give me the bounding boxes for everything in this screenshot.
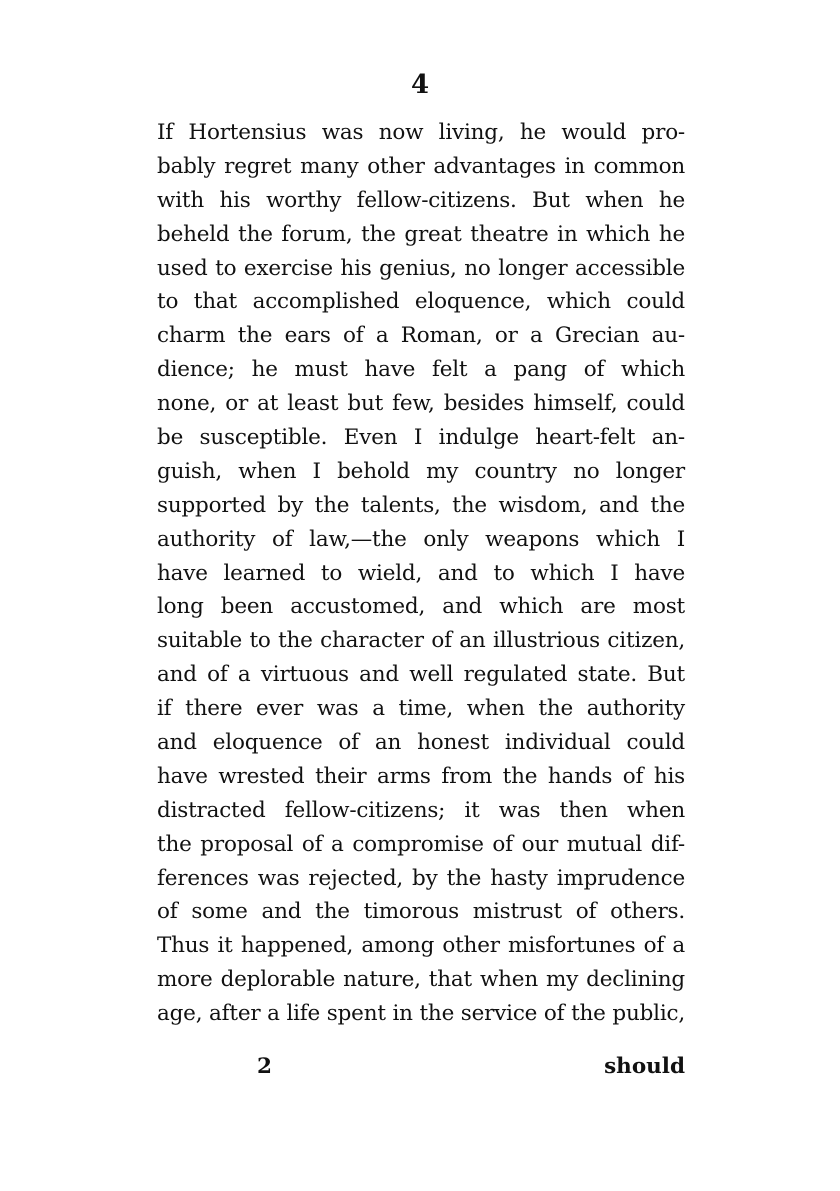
text-line: with his worthy fellow-citizens. But when he: [157, 187, 685, 213]
text-line: none, or at least but few, besides himself, could: [157, 391, 685, 417]
text-line: and eloquence of an honest individual could: [157, 730, 685, 756]
text-line: dience; he must have felt a pang of which: [157, 357, 685, 383]
page-footer: [157, 1050, 685, 1084]
text-line: used to exercise his genius, no longer accessible: [157, 255, 685, 281]
text-line: supported by the talents, the wisdom, and the: [157, 492, 685, 518]
text-line: guish, when I behold my country no longer: [157, 458, 685, 484]
text-line: long been accustomed, and which are most: [157, 594, 685, 620]
text-line: more deplorable nature, that when my declining: [157, 967, 685, 993]
text-line: authority of law,—the only weapons which I: [157, 526, 685, 552]
text-line: of some and the timorous mistrust of others.: [157, 899, 685, 925]
catchword: should: [604, 1054, 685, 1079]
text-line: to that accomplished eloquence, which could: [157, 289, 685, 315]
text-line: if there ever was a time, when the authority: [157, 696, 685, 722]
text-line: If Hortensius was now living, he would pro-: [157, 120, 685, 145]
text-line: age, after a life spent in the service of the public,: [157, 1001, 685, 1027]
page-number: 4: [410, 70, 430, 100]
text-line: Thus it happened, among other misfortunes of a: [157, 933, 685, 959]
text-line: have wrested their arms from the hands of his: [157, 763, 685, 789]
text-line: beheld the forum, the great theatre in which he: [157, 221, 685, 247]
text-line: have learned to wield, and to which I have: [157, 560, 685, 586]
text-line: charm the ears of a Roman, or a Grecian au-: [157, 323, 685, 349]
text-line: ferences was rejected, by the hasty imprudence: [157, 865, 685, 891]
text-line: bably regret many other advantages in common: [157, 153, 685, 179]
text-line: distracted fellow-citizens; it was then when: [157, 797, 685, 823]
text-line: suitable to the character of an illustrious citizen,: [157, 628, 685, 654]
text-line: and of a virtuous and well regulated state. But: [157, 662, 685, 688]
body-text: [157, 116, 685, 1031]
text-line: be susceptible. Even I indulge heart-felt an-: [157, 425, 685, 451]
text-line: the proposal of a compromise of our mutual dif-: [157, 831, 685, 857]
signature-mark: 2: [257, 1054, 272, 1079]
